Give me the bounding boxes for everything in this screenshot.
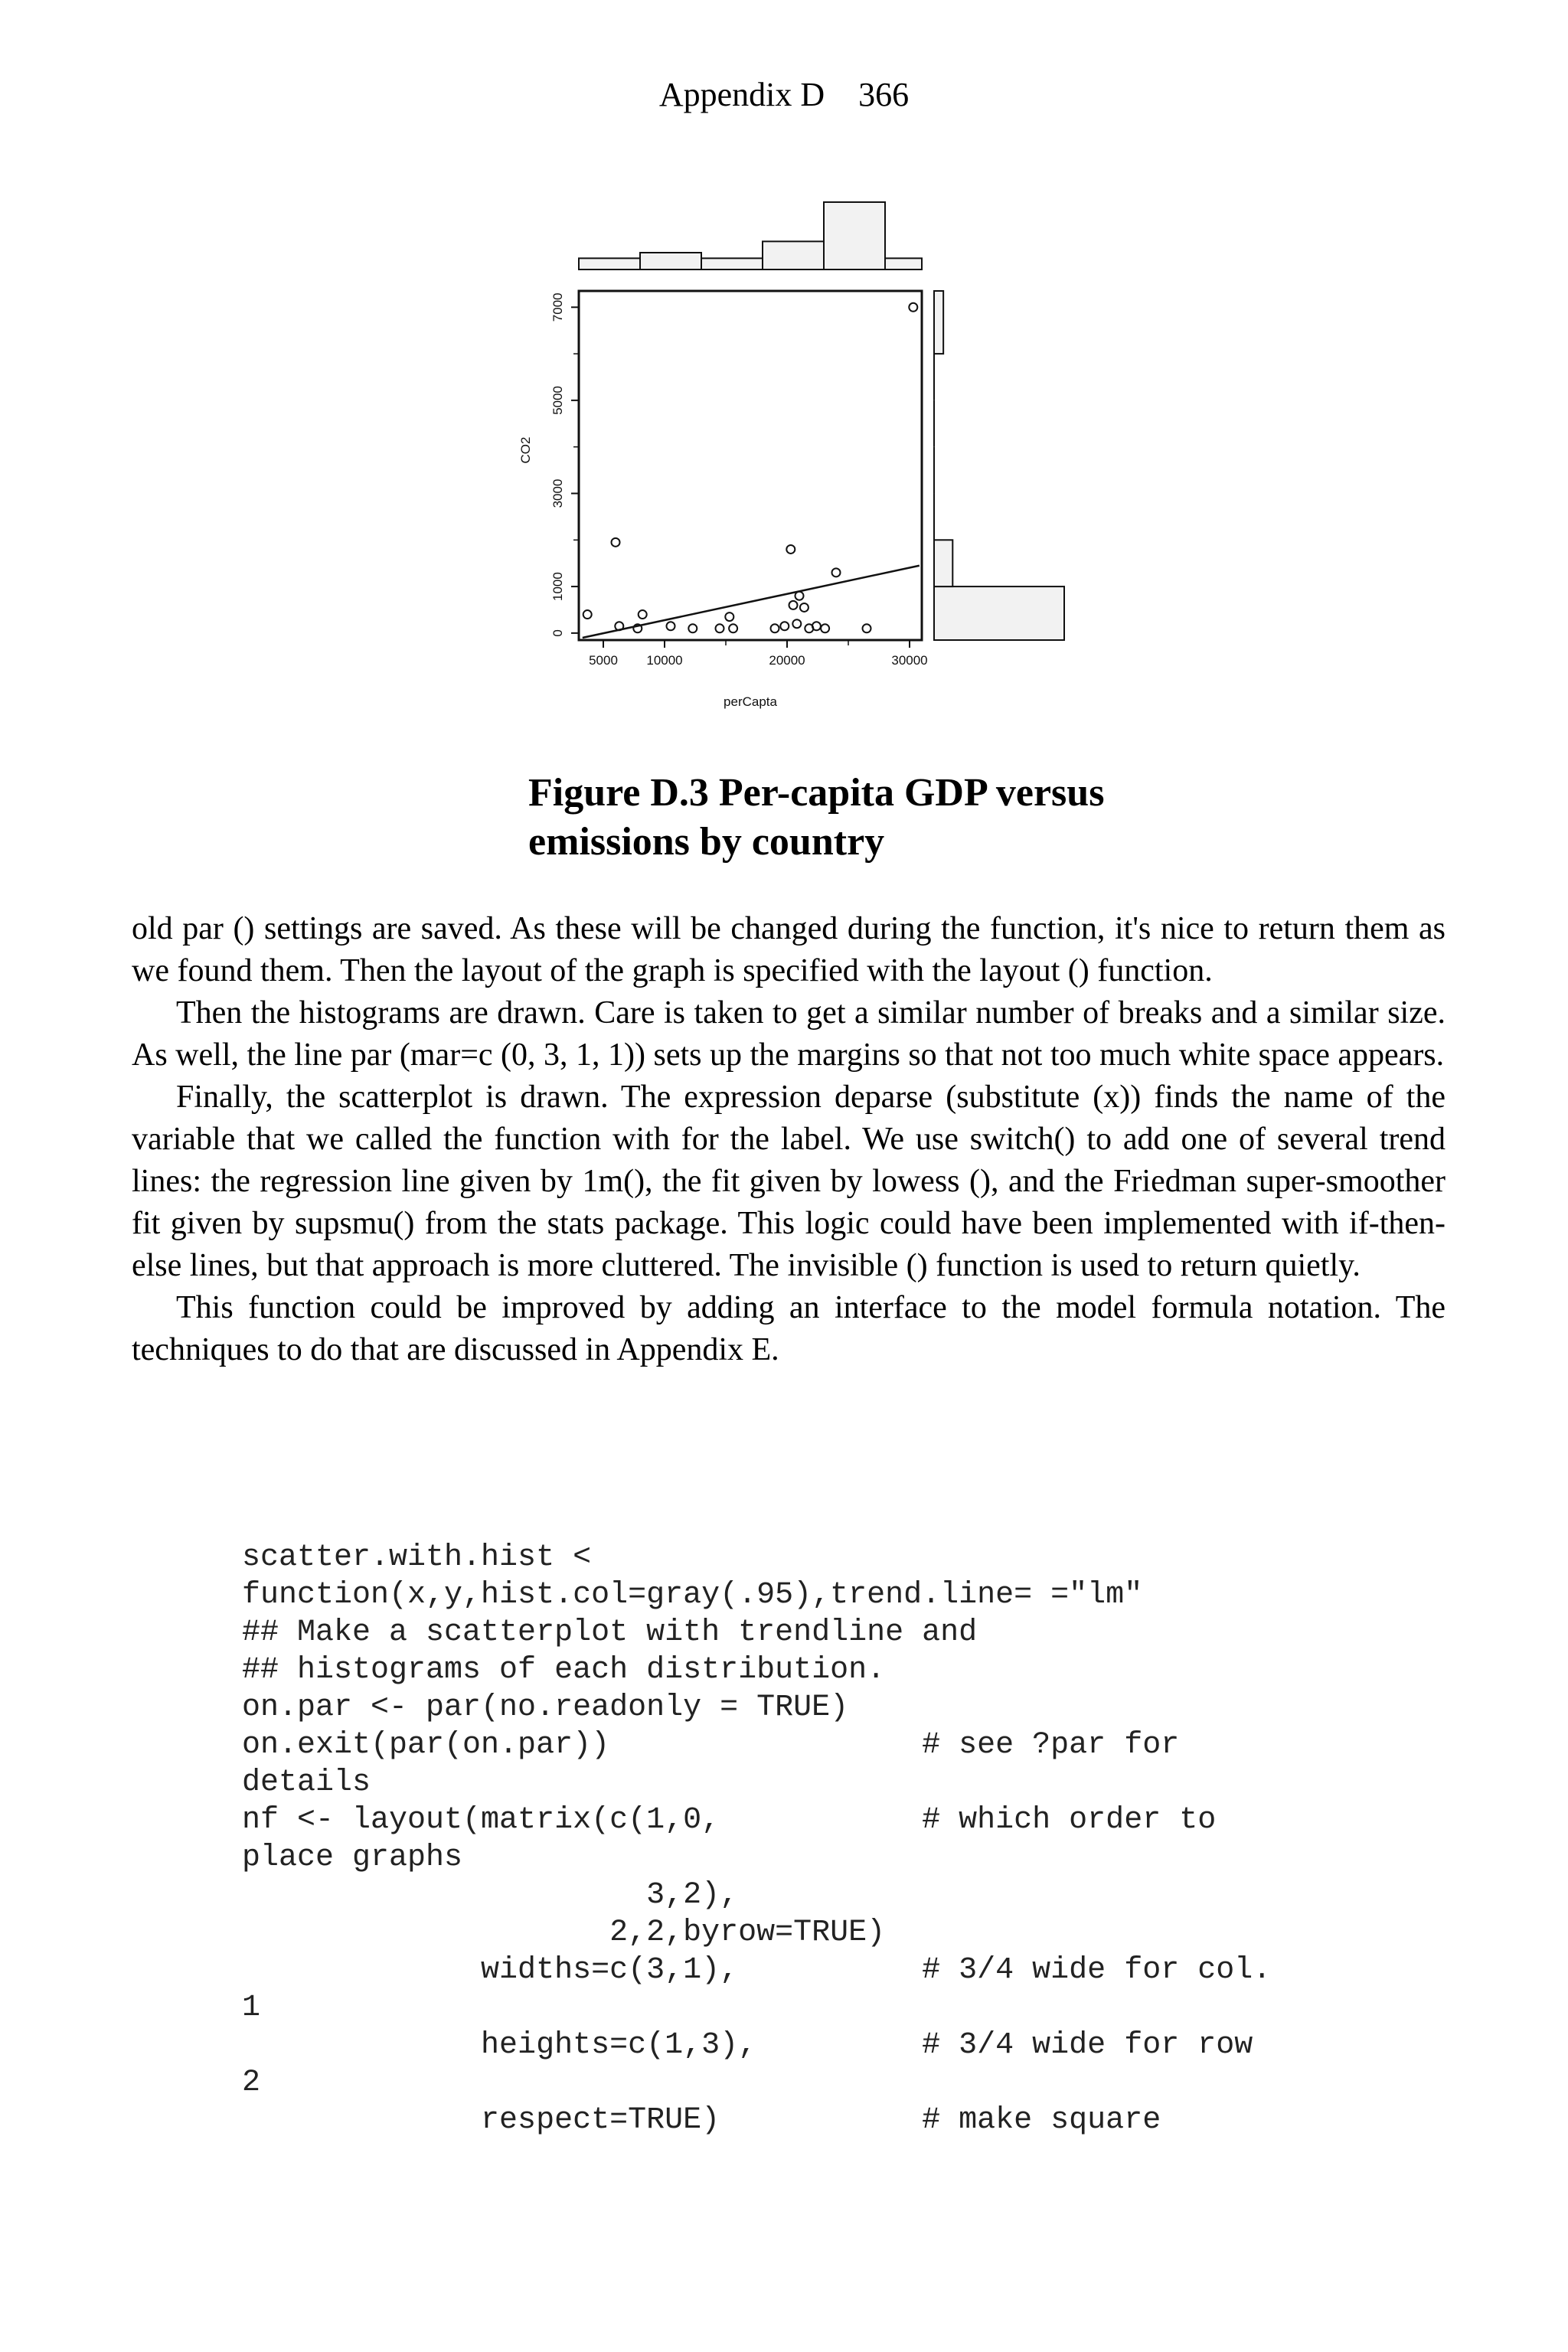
histogram-bar: [701, 258, 763, 270]
header-section: Appendix D: [658, 76, 825, 113]
plot-frame: [579, 291, 922, 640]
histogram-bar: [763, 241, 824, 270]
scatter-point: [639, 610, 647, 619]
code-line: function(x,y,hist.col=gray(.95),trend.line= ="lm": [242, 1578, 1143, 1612]
scatter-point: [612, 538, 620, 547]
histogram-bar: [640, 253, 701, 270]
code-line: nf <- layout(matrix(c(1,0, # which order to: [242, 1803, 1217, 1838]
paragraph: old par () settings are saved. As these will be changed during the function, it's nice to return them as we found them. Then the layout of the graph is specified with the layout () function.: [132, 911, 1446, 988]
scatter-point: [667, 622, 675, 630]
code-line: on.exit(par(on.par)) # see ?par for: [242, 1728, 1180, 1762]
scatter-point: [780, 622, 789, 630]
scatter-point: [812, 622, 821, 630]
scatter-point: [771, 624, 779, 632]
y-axis-label: CO2: [518, 436, 533, 464]
scatter-point: [725, 612, 733, 621]
caption-line-2: emissions by country: [528, 820, 885, 864]
code-line: ## Make a scatterplot with trendline and: [242, 1615, 978, 1650]
y-tick-label: 0: [550, 629, 565, 637]
x-tick-label: 5000: [589, 653, 618, 668]
scatter-chart: [475, 184, 1102, 750]
scatter-point: [821, 624, 829, 632]
histogram-bar: [934, 540, 952, 586]
header-page-number: 366: [858, 76, 910, 113]
x-axis: [589, 640, 928, 668]
histogram-bar: [934, 586, 1064, 640]
histogram-bar: [885, 258, 922, 270]
trend-line: [583, 566, 920, 638]
paragraph: Then the histograms are drawn. Care is taken to get a similar number of breaks and a similar size. As well, the line par (mar=c (0, 3, 1, 1)) sets up the margins so that not too much white space appears.: [132, 995, 1446, 1073]
y-axis: [550, 292, 579, 636]
scatter-point: [789, 601, 798, 609]
code-line: 2: [242, 2066, 261, 2100]
x-tick-label: 30000: [891, 653, 928, 668]
scatter-point: [729, 624, 737, 632]
y-tick-label: 3000: [550, 479, 565, 508]
code-listing: [242, 1539, 1467, 2139]
code-line: place graphs: [242, 1841, 463, 1875]
code-line: widths=c(3,1), # 3/4 wide for col.: [242, 1953, 1272, 1988]
code-line: 1: [242, 1991, 261, 2025]
code-line: heights=c(1,3), # 3/4 wide for row: [242, 2028, 1253, 2063]
scatter-point: [583, 610, 592, 619]
top-histogram: [579, 202, 922, 270]
code-line: ## histograms of each distribution.: [242, 1653, 886, 1687]
scatter-point: [688, 624, 697, 632]
histogram-bar: [579, 258, 640, 270]
scatter-point: [909, 303, 917, 312]
page-header: [0, 74, 1568, 116]
scatter-point: [716, 624, 724, 632]
y-tick-label: 5000: [550, 385, 565, 415]
scatter-point: [800, 603, 808, 612]
scatter-point: [792, 619, 801, 628]
figure-scatter-with-histograms: [475, 184, 1102, 750]
figure-caption: [528, 769, 1294, 867]
histogram-bar: [934, 291, 943, 354]
code-line: respect=TRUE) # make square: [242, 2103, 1161, 2138]
scatter-point: [863, 624, 871, 632]
scatter-point: [832, 568, 841, 577]
code-line: 3,2),: [242, 1878, 739, 1913]
paragraph: This function could be improved by adding an interface to the model formula notation. The techniques to do that are discussed in Appendix E.: [132, 1290, 1446, 1367]
y-tick-label: 7000: [550, 292, 565, 322]
caption-line-1: Figure D.3 Per-capita GDP versus: [528, 771, 1105, 815]
code-line: 2,2,byrow=TRUE): [242, 1916, 886, 1950]
code-line: details: [242, 1766, 371, 1800]
x-tick-label: 10000: [646, 653, 683, 668]
code-line: scatter.with.hist <: [242, 1540, 592, 1575]
x-tick-label: 20000: [769, 653, 805, 668]
paragraph: Finally, the scatterplot is drawn. The expression deparse (substitute (x)) finds the name of the variable that we called the function with for the label. We use switch() to add one of several trend lines: the regression line given by 1m(), the fit given by lowess (), and the Friedman super-smoother fit given by supsmu() from the stats package. This logic could have been implemented with if-then-else lines, but that approach is more cluttered. The invisible () function is used to return quietly.: [132, 1080, 1446, 1283]
histogram-bar: [824, 202, 885, 270]
scatter-points: [583, 303, 918, 633]
code-line: on.par <- par(no.readonly = TRUE): [242, 1690, 849, 1725]
y-tick-label: 1000: [550, 572, 565, 601]
body-text: [132, 908, 1446, 1371]
right-histogram: [934, 291, 1064, 640]
x-axis-label: perCapta: [724, 694, 777, 709]
scatter-point: [786, 545, 795, 554]
